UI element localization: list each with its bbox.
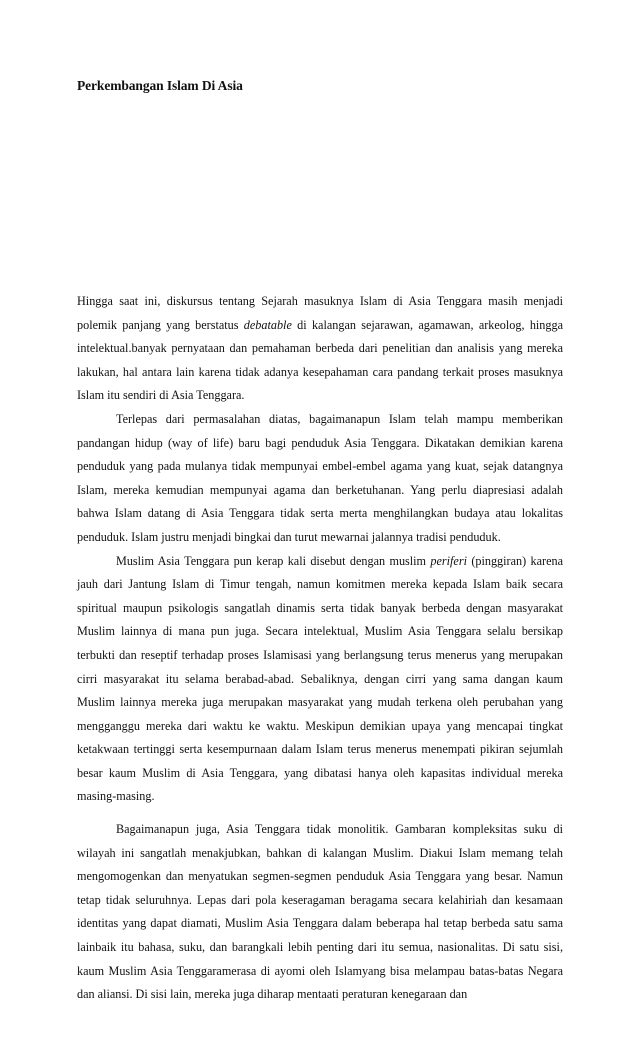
text-run: terbukti dan reseptif terhadap proses Islamisasi yang berlangsung terus menerus yang merupakan: [77, 647, 563, 662]
text-run: ketakwaan tertinggi serta kesempurnaan dalam Islam terus menerus menempati pikiran sejumlah: [77, 742, 563, 757]
paragraph: [77, 290, 563, 408]
text-run: wilayah ini sangatlah menakjubkan, bahkan di kalangan Muslim. Diakui Islam memang telah: [77, 845, 563, 860]
text-run: besar kaum Muslim di Asia Tenggara, yang dibatasi hanya oleh kapasitas individual mereka: [77, 765, 563, 780]
text-line: [77, 479, 563, 503]
text-run: Bagaimanapun juga, Asia Tenggara tidak monolitik. Gambaran kompleksitas suku di: [116, 822, 563, 837]
text-run: spiritual maupun psikologis sangatlah dinamis serta tidak banyak berbeda dengan masyarakat: [77, 600, 563, 615]
text-run: dan aliansi. Di sisi lain, mereka juga diharap mentaati peraturan kenegaraan dan: [77, 987, 468, 1002]
text-run: lainbaik itu bahasa, suku, dan barangkali lebih penting dari itu semua, nasionalitas. Di satu sisi,: [77, 940, 563, 955]
italic-term: debatable: [243, 317, 292, 332]
text-run: Terlepas dari permasalahan diatas, bagaimanapun Islam telah mampu memberikan: [116, 411, 563, 426]
text-run: (pinggiran) karena: [466, 553, 563, 568]
text-line: [77, 960, 563, 984]
text-line: [77, 912, 563, 936]
text-run: intelektual.banyak pernyataan dan pemahaman berbeda dari penelitian dan analisis yang mereka: [77, 341, 563, 356]
text-run: cirri masyarakat itu selama berabad-abad. Sebaliknya, dengan cirri yang sama dangan kaum: [77, 671, 563, 686]
text-line: [77, 936, 563, 960]
text-line: [77, 715, 563, 739]
text-run: tetap tidak seluruhnya. Lepas dari pola keseragaman beragama secara kelahiriah dan kesamaan: [77, 892, 563, 907]
text-line: [77, 889, 563, 913]
italic-term: periferi: [430, 553, 467, 568]
text-line: [77, 983, 563, 1007]
text-run: pandangan hidup (way of life) baru bagi penduduk Asia Tenggara. Dikatakan demikian karena: [77, 435, 563, 450]
text-run: Islam itu sendiri di Asia Tenggara.: [77, 388, 245, 403]
text-run: Islam, mereka kemudian mempunyai agama dan berketuhanan. Yang perlu diapresiasi adalah: [77, 482, 563, 497]
text-run: penduduk. Islam justru menjadi bingkai dan turut mewarnai jalannya tradisi penduduk.: [77, 529, 501, 544]
text-line: [77, 550, 563, 574]
text-run: mengganggu mereka dari waktu ke waktu. Meskipun demikian upaya yang mencapai tingkat: [77, 718, 563, 733]
text-line: [77, 818, 563, 842]
text-run: mengomogenkan dan menyatukan segmen-segmen penduduk Asia Tenggara yang besar. Namun: [77, 869, 563, 884]
text-line: [77, 361, 563, 385]
paragraph: [77, 550, 563, 810]
text-line: [77, 785, 563, 809]
text-line: [77, 526, 563, 550]
text-run: jauh dari Jantung Islam di Timur tengah, namun komitmen mereka kepada Islam baik secara: [77, 577, 563, 592]
paragraph: [77, 408, 563, 550]
text-line: [77, 314, 563, 338]
text-run: Hingga saat ini, diskursus tentang Sejarah masuknya Islam di Asia Tenggara masih menjadi: [77, 294, 563, 308]
text-line: [77, 691, 563, 715]
text-run: identitas yang dapat diamati, Muslim Asia Tenggara dalam beberapa hal tetap berbeda satu sama: [77, 916, 563, 931]
text-line: [77, 455, 563, 479]
text-run: Muslim lainnya di mana pun juga. Secara intelektual, Muslim Asia Tenggara selalu bersikap: [77, 624, 563, 639]
text-line: [77, 384, 563, 408]
text-line: [77, 865, 563, 889]
text-run: Muslim Asia Tenggara pun kerap kali disebut dengan muslim: [116, 553, 431, 568]
document-body: [77, 290, 563, 1007]
text-run: kaum Muslim Asia Tenggaramerasa di ayomi oleh Islamyang bisa melampau batas-batas Negara: [77, 963, 563, 978]
text-line: [77, 290, 563, 314]
paragraph: [77, 818, 563, 1007]
text-run: lakukan, hal antara lain karena tidak adanya kesepahaman cara pandang terkait proses masuknya: [77, 364, 563, 379]
text-run: penduduk yang pada mulanya tidak mempunyai embel-embel agama yang kuat, sejak datangnya: [77, 459, 563, 474]
text-line: [77, 668, 563, 692]
text-run: Muslim lainnya mereka juga merupakan masyarakat yang mudah terkena oleh perubahan yang: [77, 695, 563, 710]
text-line: [77, 738, 563, 762]
text-line: [77, 620, 563, 644]
text-run: di kalangan sejarawan, agamawan, arkeolog, hingga: [291, 317, 563, 332]
text-line: [77, 337, 563, 361]
text-line: [77, 762, 563, 786]
text-line: [77, 597, 563, 621]
text-run: masing-masing.: [77, 789, 155, 804]
text-line: [77, 573, 563, 597]
text-line: [77, 502, 563, 526]
text-run: bahwa Islam datang di Asia Tenggara tidak serta merta menghilangkan budaya atau lokalitas: [77, 506, 563, 521]
text-line: [77, 842, 563, 866]
text-line: [77, 644, 563, 668]
text-line: [77, 432, 563, 456]
text-line: [77, 408, 563, 432]
page-title: Perkembangan Islam Di Asia: [77, 78, 243, 93]
text-run: polemik panjang yang berstatus: [77, 317, 244, 332]
